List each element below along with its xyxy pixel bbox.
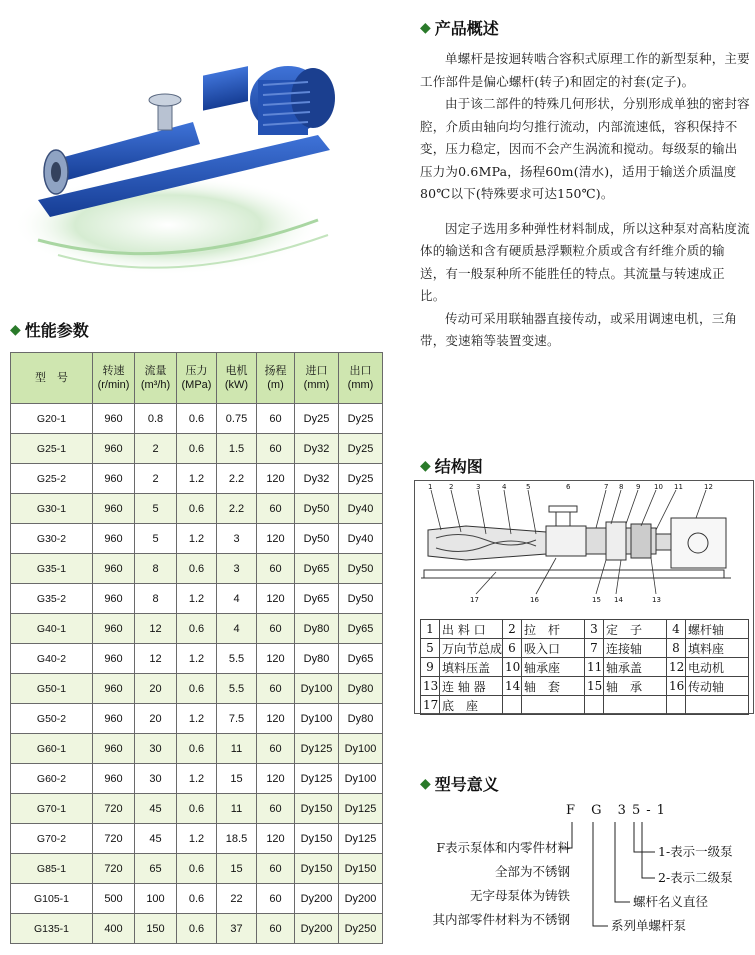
table-cell: 1.2 xyxy=(177,824,217,854)
header-unit: (r/min) xyxy=(97,379,130,391)
table-cell: 960 xyxy=(93,704,135,734)
performance-title xyxy=(10,318,89,341)
table-cell: 5.5 xyxy=(217,644,257,674)
overview-paragraph: 由于该二部件的特殊几何形状，分别形成单独的密封容腔，介质由轴向均匀推行流动，内部流速低，容积保持不变，压力稳定，因而不会产生涡流和搅动。每级泵的输出压力为0.6MPa，扬程60m(清水)，适用于输送介质温度80℃以下(特殊要求可达150℃)。 xyxy=(420,96,750,201)
table-row xyxy=(11,404,383,434)
performance-table xyxy=(10,352,383,944)
table-cell: 12 xyxy=(135,644,177,674)
table-cell: 60 xyxy=(257,554,295,584)
table-row xyxy=(11,494,383,524)
part-name xyxy=(604,696,667,715)
callout-8: 8 xyxy=(619,483,624,491)
diamond-bullet-icon: ◆ xyxy=(420,457,431,474)
part-name: 轴承座 xyxy=(522,658,585,677)
model-left-label: 其内部零件材料为不锈钢 xyxy=(432,912,570,927)
part-number: 16 xyxy=(667,677,686,696)
part-number: 13 xyxy=(421,677,440,696)
table-cell: 12 xyxy=(135,614,177,644)
callout-10: 10 xyxy=(654,483,663,491)
model-cell: G35-1 xyxy=(11,554,93,584)
overview-paragraph: 因定子选用多种弹性材料制成，所以这种泵对高粘度流体的输送和含有硬质悬浮颗粒介质或含有纤维介质的输送，有一般泵种所不能胜任的特点。其流量与转速成正比。 xyxy=(420,220,750,303)
header-unit: (m³/h) xyxy=(140,379,171,391)
table-cell: 20 xyxy=(135,674,177,704)
table-cell: 60 xyxy=(257,434,295,464)
table-cell: Dy80 xyxy=(295,644,339,674)
diamond-bullet-icon: ◆ xyxy=(420,19,431,36)
part-name: 轴承盖 xyxy=(604,658,667,677)
table-header-cell xyxy=(257,353,295,404)
model-right-label: 系列单螺杆泵 xyxy=(611,918,687,933)
part-number: 17 xyxy=(421,696,440,715)
header-label: 进口 xyxy=(305,365,328,377)
table-cell: Dy65 xyxy=(295,554,339,584)
table-row xyxy=(11,734,383,764)
table-header-cell xyxy=(135,353,177,404)
table-cell: 20 xyxy=(135,704,177,734)
table-cell: 1.2 xyxy=(177,584,217,614)
structure-title-text: 结构图 xyxy=(434,457,483,476)
table-row xyxy=(11,674,383,704)
table-cell: 15 xyxy=(217,764,257,794)
table-cell: 2 xyxy=(135,464,177,494)
header-label: 压力 xyxy=(185,365,208,377)
table-header-cell xyxy=(11,353,93,404)
table-cell: 960 xyxy=(93,764,135,794)
table-cell: Dy125 xyxy=(295,734,339,764)
callout-12: 12 xyxy=(704,483,713,491)
table-cell: Dy150 xyxy=(295,854,339,884)
table-cell: 0.6 xyxy=(177,734,217,764)
header-label: 出口 xyxy=(349,365,372,377)
table-header-row xyxy=(11,353,383,404)
callout-6: 6 xyxy=(566,483,571,491)
table-cell: Dy150 xyxy=(295,824,339,854)
table-row xyxy=(11,434,383,464)
model-cell: G25-1 xyxy=(11,434,93,464)
part-number: 1 xyxy=(421,620,440,639)
model-cell: G40-2 xyxy=(11,644,93,674)
table-cell: 960 xyxy=(93,434,135,464)
callout-11: 11 xyxy=(674,483,683,491)
table-cell: 960 xyxy=(93,404,135,434)
model-cell: G105-1 xyxy=(11,884,93,914)
table-row xyxy=(11,704,383,734)
table-cell: 1.2 xyxy=(177,644,217,674)
table-cell: 120 xyxy=(257,704,295,734)
parts-row xyxy=(421,677,749,696)
overview-title-text: 产品概述 xyxy=(434,19,499,38)
table-cell: 45 xyxy=(135,794,177,824)
callout-2: 2 xyxy=(449,483,454,491)
header-unit: (MPa) xyxy=(181,379,212,391)
table-row xyxy=(11,554,383,584)
table-cell: 60 xyxy=(257,884,295,914)
header-label: 流量 xyxy=(144,365,167,377)
table-cell: 960 xyxy=(93,494,135,524)
table-cell: Dy200 xyxy=(339,884,383,914)
table-cell: 1.2 xyxy=(177,524,217,554)
model-cell: G30-2 xyxy=(11,524,93,554)
structure-title xyxy=(420,454,483,477)
table-cell: 11 xyxy=(217,794,257,824)
table-row xyxy=(11,524,383,554)
overview-paragraph: 传动可采用联轴器直接传动，或采用调速电机，三角带，变速箱等装置变速。 xyxy=(420,310,738,348)
part-name: 底 座 xyxy=(440,696,503,715)
header-unit: (kW) xyxy=(224,379,249,391)
table-cell: 60 xyxy=(257,914,295,944)
table-cell: 0.6 xyxy=(177,914,217,944)
model-meaning-title-text: 型号意义 xyxy=(434,775,499,794)
table-cell: Dy50 xyxy=(295,494,339,524)
table-cell: 60 xyxy=(257,404,295,434)
header-label: 转速 xyxy=(102,365,125,377)
table-cell: 720 xyxy=(93,854,135,884)
callout-3: 3 xyxy=(476,483,481,491)
table-cell: Dy25 xyxy=(339,464,383,494)
model-cell: G70-1 xyxy=(11,794,93,824)
model-cell: G60-2 xyxy=(11,764,93,794)
part-name xyxy=(522,696,585,715)
table-cell: Dy150 xyxy=(295,794,339,824)
part-number: 5 xyxy=(421,639,440,658)
part-number: 9 xyxy=(421,658,440,677)
table-cell: Dy40 xyxy=(339,494,383,524)
table-cell: 3 xyxy=(217,524,257,554)
table-cell: Dy25 xyxy=(295,404,339,434)
pump-product-image xyxy=(18,60,353,290)
model-left-label: F表示泵体和内零件材料 xyxy=(436,840,570,855)
part-number: 15 xyxy=(585,677,604,696)
table-cell: 0.6 xyxy=(177,614,217,644)
callout-1: 1 xyxy=(428,483,433,491)
table-cell: 60 xyxy=(257,494,295,524)
part-name: 填料压盖 xyxy=(440,658,503,677)
model-cell: G25-2 xyxy=(11,464,93,494)
table-cell: 1.2 xyxy=(177,704,217,734)
table-row xyxy=(11,764,383,794)
parts-row xyxy=(421,696,749,715)
table-cell: 120 xyxy=(257,764,295,794)
model-cell: G135-1 xyxy=(11,914,93,944)
table-cell: 2 xyxy=(135,434,177,464)
part-number: 10 xyxy=(503,658,522,677)
table-row xyxy=(11,794,383,824)
table-cell: 5 xyxy=(135,524,177,554)
table-cell: 120 xyxy=(257,524,295,554)
part-name: 填料座 xyxy=(686,639,749,658)
table-cell: 0.6 xyxy=(177,404,217,434)
callout-5: 5 xyxy=(526,483,531,491)
table-cell: 0.6 xyxy=(177,794,217,824)
table-cell: 4 xyxy=(217,584,257,614)
table-cell: Dy250 xyxy=(339,914,383,944)
table-cell: 60 xyxy=(257,674,295,704)
model-cell: G30-1 xyxy=(11,494,93,524)
table-cell: 960 xyxy=(93,524,135,554)
table-cell: Dy100 xyxy=(339,734,383,764)
table-cell: Dy40 xyxy=(339,524,383,554)
part-name: 拉 杆 xyxy=(522,620,585,639)
table-cell: Dy200 xyxy=(295,884,339,914)
callout-14: 14 xyxy=(614,596,623,604)
table-cell: 720 xyxy=(93,824,135,854)
part-number: 11 xyxy=(585,658,604,677)
model-cell: G70-2 xyxy=(11,824,93,854)
table-cell: Dy50 xyxy=(295,524,339,554)
table-header-cell xyxy=(177,353,217,404)
part-number: 4 xyxy=(667,620,686,639)
table-cell: 0.6 xyxy=(177,674,217,704)
part-name: 出 料 口 xyxy=(440,620,503,639)
table-header-cell xyxy=(93,353,135,404)
parts-row xyxy=(421,620,749,639)
model-cell: G85-1 xyxy=(11,854,93,884)
header-label: 扬程 xyxy=(264,365,287,377)
table-cell: 960 xyxy=(93,584,135,614)
table-cell: 4 xyxy=(217,614,257,644)
table-cell: 500 xyxy=(93,884,135,914)
table-cell: 2.2 xyxy=(217,494,257,524)
callout-15: 15 xyxy=(592,596,601,604)
model-left-label: 全部为不锈钢 xyxy=(494,864,570,879)
table-header-cell xyxy=(295,353,339,404)
table-cell: 5 xyxy=(135,494,177,524)
table-cell: 0.6 xyxy=(177,494,217,524)
part-number xyxy=(503,696,522,715)
table-cell: Dy65 xyxy=(339,614,383,644)
table-cell: Dy125 xyxy=(339,794,383,824)
part-name: 轴 套 xyxy=(522,677,585,696)
model-cell: G20-1 xyxy=(11,404,93,434)
callout-9: 9 xyxy=(636,483,641,491)
part-number: 3 xyxy=(585,620,604,639)
table-cell: 60 xyxy=(257,614,295,644)
parts-row xyxy=(421,658,749,677)
model-meaning-title xyxy=(420,772,499,795)
table-header-cell xyxy=(339,353,383,404)
table-cell: 15 xyxy=(217,854,257,884)
table-cell: Dy65 xyxy=(295,584,339,614)
callout-13: 13 xyxy=(652,596,661,604)
part-name: 传动轴 xyxy=(686,677,749,696)
table-cell: 0.8 xyxy=(135,404,177,434)
table-body xyxy=(11,404,383,944)
table-cell: 960 xyxy=(93,644,135,674)
table-cell: 0.6 xyxy=(177,554,217,584)
diamond-bullet-icon: ◆ xyxy=(420,775,431,792)
table-cell: 1.2 xyxy=(177,764,217,794)
table-cell: 1.2 xyxy=(177,464,217,494)
table-cell: 37 xyxy=(217,914,257,944)
performance-title-text: 性能参数 xyxy=(24,321,89,340)
table-row xyxy=(11,644,383,674)
table-cell: 0.75 xyxy=(217,404,257,434)
table-cell: 400 xyxy=(93,914,135,944)
part-name: 连 轴 器 xyxy=(440,677,503,696)
table-cell: 100 xyxy=(135,884,177,914)
table-cell: Dy200 xyxy=(295,914,339,944)
table-cell: 8 xyxy=(135,554,177,584)
part-number: 14 xyxy=(503,677,522,696)
part-name: 吸入口 xyxy=(522,639,585,658)
model-code: F G 35-1 xyxy=(566,803,671,818)
part-number: 7 xyxy=(585,639,604,658)
table-cell: 120 xyxy=(257,644,295,674)
table-cell: Dy32 xyxy=(295,434,339,464)
model-cell: G50-1 xyxy=(11,674,93,704)
part-number: 8 xyxy=(667,639,686,658)
table-cell: 0.6 xyxy=(177,884,217,914)
table-cell: 45 xyxy=(135,824,177,854)
structure-drawing xyxy=(416,482,750,617)
model-cell: G35-2 xyxy=(11,584,93,614)
model-right-label: 2-表示二级泵 xyxy=(658,870,733,885)
table-row xyxy=(11,824,383,854)
model-cell: G50-2 xyxy=(11,704,93,734)
table-cell: Dy50 xyxy=(339,584,383,614)
callout-7: 7 xyxy=(604,483,609,491)
part-name: 万向节总成 xyxy=(440,639,503,658)
part-name: 螺杆轴 xyxy=(686,620,749,639)
part-name xyxy=(686,696,749,715)
table-cell: Dy125 xyxy=(295,764,339,794)
diamond-bullet-icon: ◆ xyxy=(10,321,21,338)
table-cell: Dy25 xyxy=(339,434,383,464)
table-row xyxy=(11,464,383,494)
model-cell: G40-1 xyxy=(11,614,93,644)
table-header-cell xyxy=(217,353,257,404)
table-cell: 960 xyxy=(93,734,135,764)
table-cell: 60 xyxy=(257,734,295,764)
callout-17: 17 xyxy=(470,596,479,604)
header-unit: (mm) xyxy=(347,379,374,391)
part-number xyxy=(585,696,604,715)
part-number xyxy=(667,696,686,715)
table-cell: Dy65 xyxy=(339,644,383,674)
table-cell: 960 xyxy=(93,614,135,644)
model-cell: G60-1 xyxy=(11,734,93,764)
part-name: 连接轴 xyxy=(604,639,667,658)
model-right-label: 1-表示一级泵 xyxy=(658,844,733,859)
table-row xyxy=(11,914,383,944)
parts-row xyxy=(421,639,749,658)
table-cell: 60 xyxy=(257,854,295,884)
table-cell: Dy150 xyxy=(339,854,383,884)
part-number: 2 xyxy=(503,620,522,639)
part-name: 定 子 xyxy=(604,620,667,639)
overview-body xyxy=(420,48,750,353)
table-cell: 22 xyxy=(217,884,257,914)
callout-16: 16 xyxy=(530,596,539,604)
part-number: 6 xyxy=(503,639,522,658)
overview-title xyxy=(420,16,499,39)
table-cell: 0.6 xyxy=(177,854,217,884)
header-label: 电机 xyxy=(225,365,248,377)
header-unit: (mm) xyxy=(303,379,330,391)
parts-legend-table xyxy=(420,619,749,715)
model-right-label: 螺杆名义直径 xyxy=(633,894,709,909)
table-row xyxy=(11,884,383,914)
table-cell: 960 xyxy=(93,554,135,584)
table-cell: 2.2 xyxy=(217,464,257,494)
table-cell: 65 xyxy=(135,854,177,884)
table-cell: Dy80 xyxy=(339,674,383,704)
table-cell: 720 xyxy=(93,794,135,824)
table-cell: 7.5 xyxy=(217,704,257,734)
model-left-label: 无字母泵体为铸铁 xyxy=(469,888,570,903)
part-name: 电动机 xyxy=(686,658,749,677)
table-cell: 150 xyxy=(135,914,177,944)
table-cell: Dy50 xyxy=(339,554,383,584)
part-number: 12 xyxy=(667,658,686,677)
table-cell: 120 xyxy=(257,824,295,854)
table-cell: Dy100 xyxy=(339,764,383,794)
overview-paragraph: 单螺杆是按迴转啮合容积式原理工作的新型泵种，主要工作部件是偏心螺杆(转子)和固定的衬套(定子)。 xyxy=(420,51,750,89)
table-cell: 60 xyxy=(257,794,295,824)
table-cell: 11 xyxy=(217,734,257,764)
table-cell: Dy100 xyxy=(295,674,339,704)
table-cell: Dy100 xyxy=(295,704,339,734)
table-cell: 5.5 xyxy=(217,674,257,704)
table-cell: Dy25 xyxy=(339,404,383,434)
table-cell: Dy80 xyxy=(339,704,383,734)
table-cell: 960 xyxy=(93,674,135,704)
table-cell: 18.5 xyxy=(217,824,257,854)
callout-4: 4 xyxy=(502,483,507,491)
table-cell: Dy125 xyxy=(339,824,383,854)
table-cell: Dy80 xyxy=(295,614,339,644)
table-row xyxy=(11,614,383,644)
table-cell: Dy32 xyxy=(295,464,339,494)
table-row xyxy=(11,854,383,884)
table-cell: 30 xyxy=(135,764,177,794)
part-name: 轴 承 xyxy=(604,677,667,696)
header-label: 型 号 xyxy=(35,372,68,384)
table-cell: 120 xyxy=(257,464,295,494)
table-row xyxy=(11,584,383,614)
table-cell: 30 xyxy=(135,734,177,764)
header-unit: (m) xyxy=(267,379,284,391)
table-cell: 1.5 xyxy=(217,434,257,464)
table-cell: 960 xyxy=(93,464,135,494)
table-cell: 120 xyxy=(257,584,295,614)
table-cell: 0.6 xyxy=(177,434,217,464)
table-cell: 8 xyxy=(135,584,177,614)
table-cell: 3 xyxy=(217,554,257,584)
